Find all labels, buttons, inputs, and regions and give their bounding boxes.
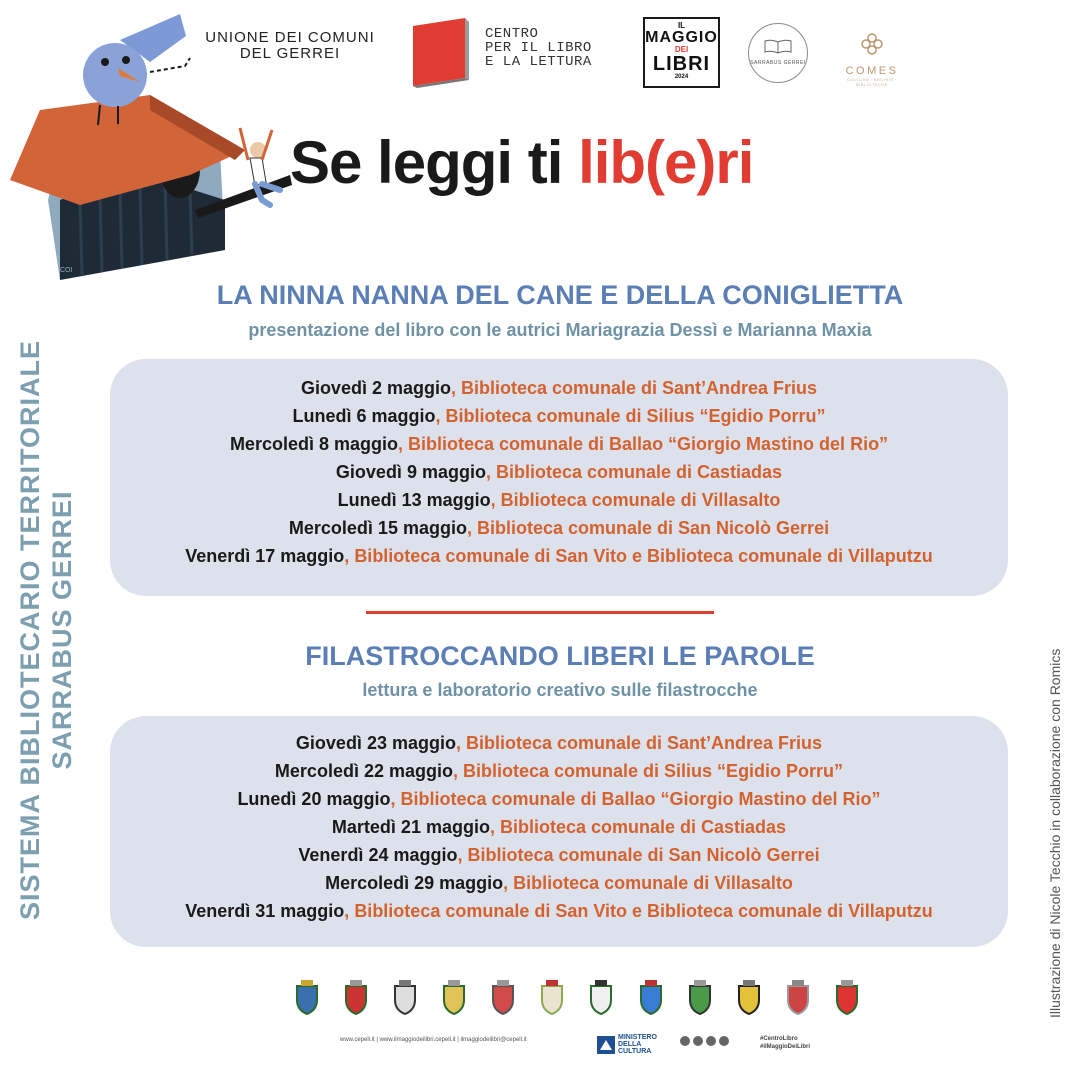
event-item: Mercoledì 29 maggio, Biblioteca comunale di Villasalto <box>325 873 793 893</box>
cepell-line2: PER IL LIBRO <box>485 40 592 56</box>
event-item: Giovedì 2 maggio, Biblioteca comunale di Sant’Andrea Frius <box>300 378 818 398</box>
cepell-line1: CENTRO <box>485 26 539 42</box>
event-date: Mercoledì 15 maggio <box>288 518 467 538</box>
section2-events-list <box>110 716 1008 925</box>
event-place: Biblioteca comunale di Ballao “Giorgio Mastino del Rio” <box>408 434 889 454</box>
section2-events-card <box>110 716 1008 947</box>
event-place: Biblioteca comunale di Villasalto <box>500 490 781 510</box>
campaign-title <box>290 128 753 197</box>
event-place: Biblioteca comunale di Silius “Egidio Porru” <box>445 406 826 426</box>
svg-text:COI: COI <box>60 267 73 274</box>
event-place: Biblioteca comunale di Silius “Egidio Porru” <box>463 761 844 781</box>
event-date: Venerdì 17 maggio <box>185 546 345 566</box>
cepell-line3: E LA LETTURA <box>485 54 592 70</box>
sarrabus-seal-logo <box>748 23 808 83</box>
event-item: Mercoledì 15 maggio, Biblioteca comunale di San Nicolò Gerrei <box>288 518 830 538</box>
cepell-book-icon <box>407 16 469 88</box>
event-place: Biblioteca comunale di San Nicolò Gerrei <box>476 518 830 538</box>
title-part1: Se leggi ti <box>290 129 579 196</box>
ministry-line2: DELLA <box>618 1041 642 1048</box>
maggio-l2: MAGGIO <box>645 29 718 46</box>
ministry-logo <box>597 1034 657 1055</box>
section1-title: LA NINNA NANNA DEL CANE E DELLA CONIGLIETTA <box>216 280 904 310</box>
social-icons <box>680 1036 729 1046</box>
maggio-l4: LIBRI <box>652 53 711 75</box>
hashtag-1: #CentroLibro <box>760 1036 798 1042</box>
event-place: Biblioteca comunale di Sant’Andrea Frius <box>460 378 818 398</box>
illustration-credit: Illustrazione di Nicole Tecchio in collaborazione con Romics <box>1047 648 1063 1018</box>
crest-icon <box>783 978 813 1016</box>
x-icon[interactable] <box>706 1036 716 1046</box>
ministry-line3: CULTURA <box>618 1048 652 1055</box>
event-item: Martedì 21 maggio, Biblioteca comunale di Castiadas <box>331 817 787 837</box>
maggio-l1: IL <box>677 21 686 30</box>
ministry-line1: MINISTERO <box>618 1034 657 1041</box>
union-line1: UNIONE DEI COMUNI <box>205 29 375 46</box>
crest-icon <box>390 978 420 1016</box>
crest-icon <box>636 978 666 1016</box>
event-date: Mercoledì 29 maggio <box>325 873 504 893</box>
maggio-l3: DEI <box>674 45 689 54</box>
event-place: Biblioteca comunale di Castiadas <box>495 462 783 482</box>
youtube-icon[interactable] <box>719 1036 729 1046</box>
event-item: Venerdì 24 maggio, Biblioteca comunale di San Nicolò Gerrei <box>298 845 820 865</box>
library-system-line2: SARRABUS GERREI <box>47 490 77 770</box>
event-item: Lunedì 13 maggio, Biblioteca comunale di Villasalto <box>337 490 781 510</box>
facebook-icon[interactable] <box>680 1036 690 1046</box>
event-date: Giovedì 23 maggio <box>295 733 456 753</box>
instagram-icon[interactable] <box>693 1036 703 1046</box>
crest-icon <box>292 978 322 1016</box>
event-item: Mercoledì 8 maggio, Biblioteca comunale di Ballao “Giorgio Mastino del Rio” <box>229 434 889 454</box>
event-date: Venerdì 31 maggio <box>185 901 345 921</box>
event-date: Giovedì 9 maggio <box>335 462 486 482</box>
comes-knot-icon <box>860 32 884 56</box>
section1-subtitle: presentazione del libro con le autrici Mariagrazia Dessì e Marianna Maxia <box>248 320 872 340</box>
crest-icon <box>832 978 862 1016</box>
comes-sub: CULTURA · ARCHIVI · BIBLIOTECHE <box>847 77 897 87</box>
title-part2: lib(e)ri <box>578 129 754 196</box>
event-date: Venerdì 24 maggio <box>298 845 458 865</box>
event-place: Biblioteca comunale di San Vito e Biblioteca comunale di Villaputzu <box>354 546 933 566</box>
union-logo <box>190 30 390 62</box>
event-date: Lunedì 13 maggio <box>337 490 491 510</box>
union-line2: DEL GERREI <box>239 45 341 62</box>
book-icon <box>763 38 793 54</box>
library-system-label <box>14 265 78 995</box>
section2-title: FILASTROCCANDO LIBERI LE PAROLE <box>305 641 815 671</box>
crest-icon <box>488 978 518 1016</box>
event-date: Lunedì 6 maggio <box>292 406 436 426</box>
footer-links[interactable]: www.cepell.it | www.ilmaggiodeilibri.cepell.it | ilmaggiodeilibri@cepell.it <box>340 1037 527 1043</box>
seal-text: SARRABUS GERREI <box>750 60 806 66</box>
event-place: Biblioteca comunale di San Vito e Biblioteca comunale di Villaputzu <box>354 901 933 921</box>
event-date: Mercoledì 8 maggio <box>229 434 398 454</box>
maggio-year: 2024 <box>674 74 689 80</box>
hashtag-2: #ilMaggioDeiLibri <box>760 1044 811 1050</box>
event-item: Venerdì 31 maggio, Biblioteca comunale di San Vito e Biblioteca comunale di Villaputzu <box>185 901 933 921</box>
ministry-icon <box>597 1036 615 1054</box>
municipal-crests-row <box>292 975 862 1019</box>
cepell-logo <box>485 27 592 69</box>
library-system-line1: SISTEMA BIBLIOTECARIO TERRITORIALE <box>15 340 45 921</box>
event-place: Biblioteca comunale di Ballao “Giorgio Mastino del Rio” <box>400 789 881 809</box>
event-item: Venerdì 17 maggio, Biblioteca comunale di San Vito e Biblioteca comunale di Villaputzu <box>185 546 933 566</box>
event-date: Lunedì 20 maggio <box>237 789 391 809</box>
comes-logo <box>836 32 908 87</box>
event-place: Biblioteca comunale di Castiadas <box>499 817 787 837</box>
section-divider <box>366 611 714 614</box>
maggio-dei-libri-logo <box>643 17 720 88</box>
section1-events-card <box>110 359 1008 596</box>
section1-events-list <box>110 359 1008 570</box>
event-item: Giovedì 9 maggio, Biblioteca comunale di Castiadas <box>335 462 783 482</box>
event-item: Giovedì 23 maggio, Biblioteca comunale di Sant’Andrea Frius <box>295 733 823 753</box>
event-place: Biblioteca comunale di Sant’Andrea Frius <box>465 733 823 753</box>
crest-icon <box>734 978 764 1016</box>
crest-icon <box>341 978 371 1016</box>
footer-hashtags <box>760 1035 810 1051</box>
event-item: Mercoledì 22 maggio, Biblioteca comunale di Silius “Egidio Porru” <box>274 761 844 781</box>
event-item: Lunedì 20 maggio, Biblioteca comunale di Ballao “Giorgio Mastino del Rio” <box>237 789 881 809</box>
event-date: Giovedì 2 maggio <box>300 378 451 398</box>
crest-icon <box>439 978 469 1016</box>
comes-name: COMES <box>845 65 899 77</box>
crest-icon <box>685 978 715 1016</box>
event-item: Lunedì 6 maggio, Biblioteca comunale di Silius “Egidio Porru” <box>292 406 826 426</box>
crest-icon <box>586 978 616 1016</box>
section2-subtitle: lettura e laboratorio creativo sulle filastrocche <box>362 680 758 700</box>
crest-icon <box>537 978 567 1016</box>
event-place: Biblioteca comunale di Villasalto <box>513 873 793 893</box>
event-date: Martedì 21 maggio <box>331 817 490 837</box>
event-date: Mercoledì 22 maggio <box>274 761 453 781</box>
event-place: Biblioteca comunale di San Nicolò Gerrei <box>467 845 820 865</box>
